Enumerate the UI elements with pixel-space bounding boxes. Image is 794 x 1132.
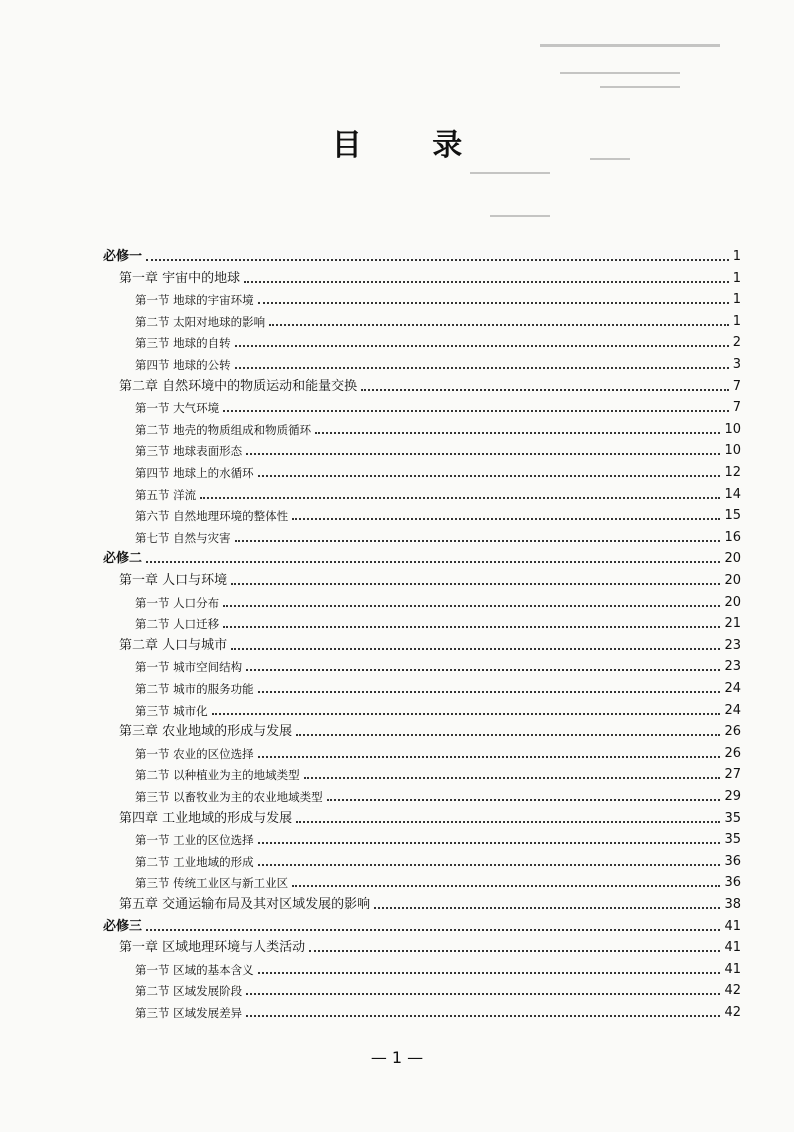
toc-section[interactable]	[135, 744, 741, 764]
toc-chapter[interactable]	[119, 895, 741, 915]
toc-page-number: 41	[724, 961, 741, 977]
toc-label: 第三节 区域发展差异	[135, 1006, 243, 1020]
toc-page-number: 29	[724, 789, 741, 804]
toc-chapter[interactable]	[119, 269, 741, 289]
toc-chapter[interactable]	[119, 809, 741, 829]
toc-page-number: 36	[724, 853, 741, 869]
leader-dots	[246, 453, 720, 455]
leader-dots	[258, 842, 721, 844]
toc-label: 第四章 工业地域的形成与发展	[119, 810, 293, 826]
toc-label: 第一节 人口分布	[135, 595, 220, 610]
toc-section[interactable]	[135, 441, 741, 461]
toc-section[interactable]	[135, 614, 741, 634]
leader-dots	[258, 864, 721, 866]
toc-section[interactable]	[135, 485, 741, 505]
toc-label: 第二节 地壳的物质组成和物质循环	[135, 422, 312, 437]
toc-page-number: 14	[724, 486, 741, 502]
toc-page-number: 23	[724, 637, 741, 653]
toc-section[interactable]	[135, 398, 741, 418]
page-title: 目 录	[331, 128, 493, 163]
toc-label: 第六节 自然地理环境的整体性	[135, 509, 289, 524]
toc-label: 第三节 传统工业区与新工业区	[135, 876, 289, 891]
toc-section[interactable]	[135, 333, 741, 353]
toc-part[interactable]	[103, 247, 741, 267]
leader-dots	[223, 605, 720, 607]
toc-page-number: 16	[724, 529, 741, 545]
toc-page-number: 42	[724, 983, 741, 999]
toc-label: 第一章 人口与环境	[119, 573, 228, 588]
toc-section[interactable]	[135, 701, 741, 721]
toc-page-number: 20	[724, 594, 741, 610]
toc-section[interactable]	[135, 355, 741, 375]
leader-dots	[235, 345, 729, 347]
toc-page-number: 42	[724, 1005, 741, 1020]
toc-section[interactable]	[135, 463, 741, 483]
toc-page-number: 20	[724, 551, 741, 567]
toc-page-number: 38	[724, 897, 741, 912]
toc-label: 第一章 区域地理环境与人类活动	[119, 940, 306, 956]
leader-dots	[212, 713, 721, 715]
toc-page-number: 24	[724, 681, 741, 696]
toc-page-number: 1	[732, 249, 741, 264]
leader-dots	[223, 410, 729, 412]
toc-label: 必修二	[103, 551, 143, 567]
toc-label: 第二节 城市的服务功能	[135, 682, 254, 696]
toc-page-number: 12	[724, 465, 741, 480]
toc-label: 第二节 人口迁移	[135, 617, 220, 632]
toc-label: 第三节 以畜牧业为主的农业地域类型	[135, 790, 323, 804]
toc-page-number: 26	[724, 745, 741, 761]
toc-part[interactable]	[103, 917, 741, 937]
leader-dots	[231, 583, 720, 585]
leader-dots	[258, 691, 721, 693]
page-number-footer: — 1 —	[370, 1048, 424, 1067]
toc-label: 第五节 洋流	[135, 487, 197, 502]
leader-dots	[200, 497, 720, 499]
toc-section[interactable]	[135, 1003, 741, 1023]
toc-page-number: 3	[732, 357, 741, 372]
toc-page-number: 41	[724, 940, 741, 956]
toc-section[interactable]	[135, 873, 741, 893]
toc-chapter[interactable]	[119, 377, 741, 397]
toc-section[interactable]	[135, 765, 741, 785]
toc-label: 第一章 宇宙中的地球	[119, 270, 241, 286]
leader-dots	[146, 259, 729, 261]
leader-dots	[327, 799, 721, 801]
leader-dots	[361, 389, 729, 391]
leader-dots	[246, 993, 720, 995]
leader-dots	[292, 885, 720, 887]
leader-dots	[296, 821, 720, 823]
toc-section[interactable]	[135, 981, 741, 1001]
toc-label: 第二章 人口与城市	[119, 637, 228, 653]
toc-part[interactable]	[103, 549, 741, 569]
toc-label: 第三章 农业地域的形成与发展	[119, 724, 293, 740]
toc-page-number: 7	[732, 400, 741, 416]
toc-page-number: 41	[724, 918, 741, 934]
toc-section[interactable]	[135, 657, 741, 677]
leader-dots	[309, 950, 720, 952]
toc-chapter[interactable]	[119, 722, 741, 742]
leader-dots	[246, 1015, 720, 1017]
toc-label: 第一节 大气环境	[135, 401, 220, 416]
toc-label: 第一节 地球的宇宙环境	[135, 293, 254, 308]
toc-label: 第三节 地球的自转	[135, 336, 231, 351]
toc-section[interactable]	[135, 506, 741, 526]
toc-page-number: 20	[724, 573, 741, 588]
toc-section[interactable]	[135, 290, 741, 310]
leader-dots	[146, 561, 720, 563]
toc-chapter[interactable]	[119, 938, 741, 958]
toc-label: 第三节 地球表面形态	[135, 444, 243, 459]
toc-page-number: 1	[732, 313, 741, 329]
toc-label: 第一节 工业的区位选择	[135, 833, 254, 848]
toc-label: 第二节 工业地域的形成	[135, 854, 254, 869]
toc-label: 第四节 地球的公转	[135, 358, 231, 372]
leader-dots	[223, 626, 720, 628]
toc-page-number: 1	[732, 270, 741, 286]
toc-section[interactable]	[135, 528, 741, 548]
toc-page-number: 10	[724, 421, 741, 437]
toc-label: 第四节 地球上的水循环	[135, 466, 254, 480]
toc-label: 第五章 交通运输布局及其对区域发展的影响	[119, 897, 371, 912]
toc-page-number: 10	[724, 443, 741, 459]
leader-dots	[146, 929, 720, 931]
toc-label: 第一节 区域的基本含义	[135, 962, 254, 977]
toc-section[interactable]	[135, 830, 741, 850]
toc-page-number: 23	[724, 659, 741, 675]
toc-label: 第二节 区域发展阶段	[135, 984, 243, 999]
toc-section[interactable]	[135, 312, 741, 332]
leader-dots	[231, 648, 720, 650]
leader-dots	[244, 281, 729, 283]
toc-page-number: 35	[724, 832, 741, 848]
leader-dots	[246, 669, 720, 671]
leader-dots	[269, 324, 729, 326]
toc-page-number: 7	[732, 378, 741, 394]
toc-label: 必修三	[103, 918, 143, 934]
leader-dots	[315, 432, 720, 434]
toc-label: 第七节 自然与灾害	[135, 530, 231, 545]
toc-chapter[interactable]	[119, 636, 741, 656]
leader-dots	[296, 734, 720, 736]
toc-label: 第二节 以种植业为主的地域类型	[135, 768, 300, 783]
toc-page-number: 24	[724, 702, 741, 718]
toc-label: 必修一	[103, 249, 143, 264]
toc-label: 第三节 城市化	[135, 703, 208, 718]
toc-chapter[interactable]	[119, 571, 741, 591]
toc-page-number: 1	[732, 292, 741, 308]
toc-page-number: 2	[732, 335, 741, 351]
toc-label: 第二节 太阳对地球的影响	[135, 314, 266, 329]
leader-dots	[258, 302, 729, 304]
toc-section[interactable]	[135, 420, 741, 440]
toc-label: 第一节 农业的区位选择	[135, 746, 254, 761]
toc-page-number: 35	[724, 810, 741, 826]
leader-dots	[258, 756, 721, 758]
toc-page-number: 26	[724, 724, 741, 740]
toc-page-number: 36	[724, 875, 741, 891]
toc-section[interactable]	[135, 960, 741, 980]
leader-dots	[235, 367, 729, 369]
leader-dots	[258, 972, 721, 974]
toc-page-number: 15	[724, 508, 741, 524]
leader-dots	[304, 777, 721, 779]
toc-page-number: 27	[724, 767, 741, 783]
toc-section[interactable]	[135, 852, 741, 872]
toc-label: 第二章 自然环境中的物质运动和能量交换	[119, 378, 358, 394]
toc-section[interactable]	[135, 679, 741, 699]
toc-label: 第一节 城市空间结构	[135, 660, 243, 675]
toc-page-number: 21	[724, 616, 741, 632]
leader-dots	[292, 518, 720, 520]
leader-dots	[235, 540, 721, 542]
toc-section[interactable]	[135, 787, 741, 807]
leader-dots	[374, 907, 720, 909]
toc-section[interactable]	[135, 593, 741, 613]
leader-dots	[258, 475, 721, 477]
